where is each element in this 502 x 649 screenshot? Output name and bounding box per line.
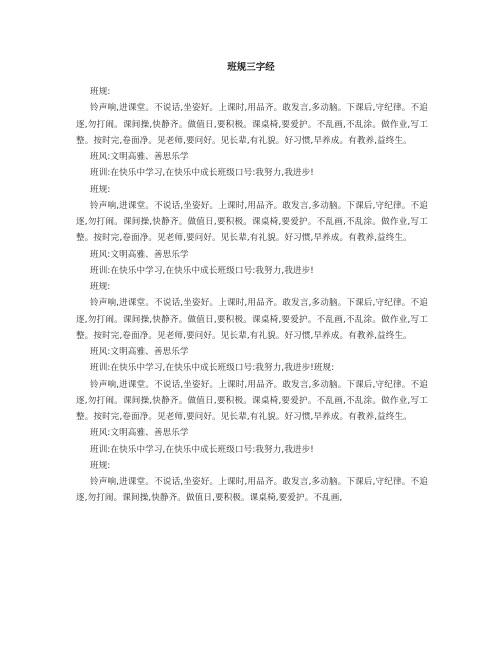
document-title: 班规三字经 xyxy=(227,62,275,73)
paragraph-class-style: 班风:文明高雅、善思乐学 xyxy=(90,249,189,260)
paragraph-class-style: 班风:文明高雅、善思乐学 xyxy=(90,347,189,357)
paragraph-class-rules-text: 铃声响,进课堂。不说话,坐姿好。上课时,用品齐。敢发言,多动脑。下课后,守纪律。不追逐,勿打闹。课间操,快静齐。做值日,要积极。课桌椅,要爱护。不乱画,不乱涂。做作业,写工整。按时完,卷面净。见老师,要问好。见长辈,有礼貌。好习惯,早养成。有教养,益终生。 xyxy=(76,200,428,244)
paragraph-class-motto: 班训:在快乐中学习,在快乐中成长班级口号:我努力,我进步!班规: xyxy=(90,363,335,374)
document-body xyxy=(76,84,428,507)
paragraph-class-rules-heading: 班规: xyxy=(90,87,111,97)
paragraph-class-rules-heading: 班规: xyxy=(90,282,111,292)
paragraph-class-motto: 班训:在快乐中学习,在快乐中成长班级口号:我努力,我进步! xyxy=(90,168,314,179)
paragraph-class-style: 班风:文明高雅、善思乐学 xyxy=(90,152,189,162)
paragraph-class-rules-text: 铃声响,进课堂。不说话,坐姿好。上课时,用品齐。敢发言,多动脑。下课后,守纪律。不追逐,勿打闹。课间操,快静齐。做值日,要积极。课桌椅,要爱护。不乱画, xyxy=(76,477,428,504)
paragraph-class-rules-text: 铃声响,进课堂。不说话,坐姿好。上课时,用品齐。敢发言,多动脑。下课后,守纪律。不追逐,勿打闹。课间操,快静齐。做值日,要积极。课桌椅,要爱护。不乱画,不乱涂。做作业,写工整。按时完,卷面净。见老师,要问好。见长辈,有礼貌。好习惯,早养成。有教养,益终生。 xyxy=(76,379,428,422)
paragraph-class-rules-heading: 班规: xyxy=(90,460,111,471)
paragraph-class-motto: 班训:在快乐中学习,在快乐中成长班级口号:我努力,我进步! xyxy=(90,265,314,276)
paragraph-class-rules-heading: 班规: xyxy=(90,184,111,195)
paragraph-class-rules-text: 铃声响,进课堂。不说话,坐姿好。上课时,用品齐。敢发言,多动脑。下课后,守纪律。不追逐,勿打闹。课间操,快静齐。做值日,要积极。课桌椅,要爱护。不乱画,不乱涂。做作业,写工整。按时完,卷面净。见老师,要问好。见长辈,有礼貌。好习惯,早养成。有教养,益终生。 xyxy=(76,298,428,341)
paragraph-class-style: 班风:文明高雅、善思乐学 xyxy=(90,428,189,439)
paragraph-class-motto: 班训:在快乐中学习,在快乐中成长班级口号:我努力,我进步! xyxy=(90,444,314,455)
paragraph-class-rules-text: 铃声响,进课堂。不说话,坐姿好。上课时,用品齐。敢发言,多动脑。下课后,守纪律。不追逐,勿打闹。课间操,快静齐。做值日,要积极。课桌椅,要爱护。不乱画,不乱涂。做作业,写工整。按时完,卷面净。见老师,要问好。见长辈,有礼貌。好习惯,早养成。有教养,益终生。 xyxy=(76,103,428,146)
